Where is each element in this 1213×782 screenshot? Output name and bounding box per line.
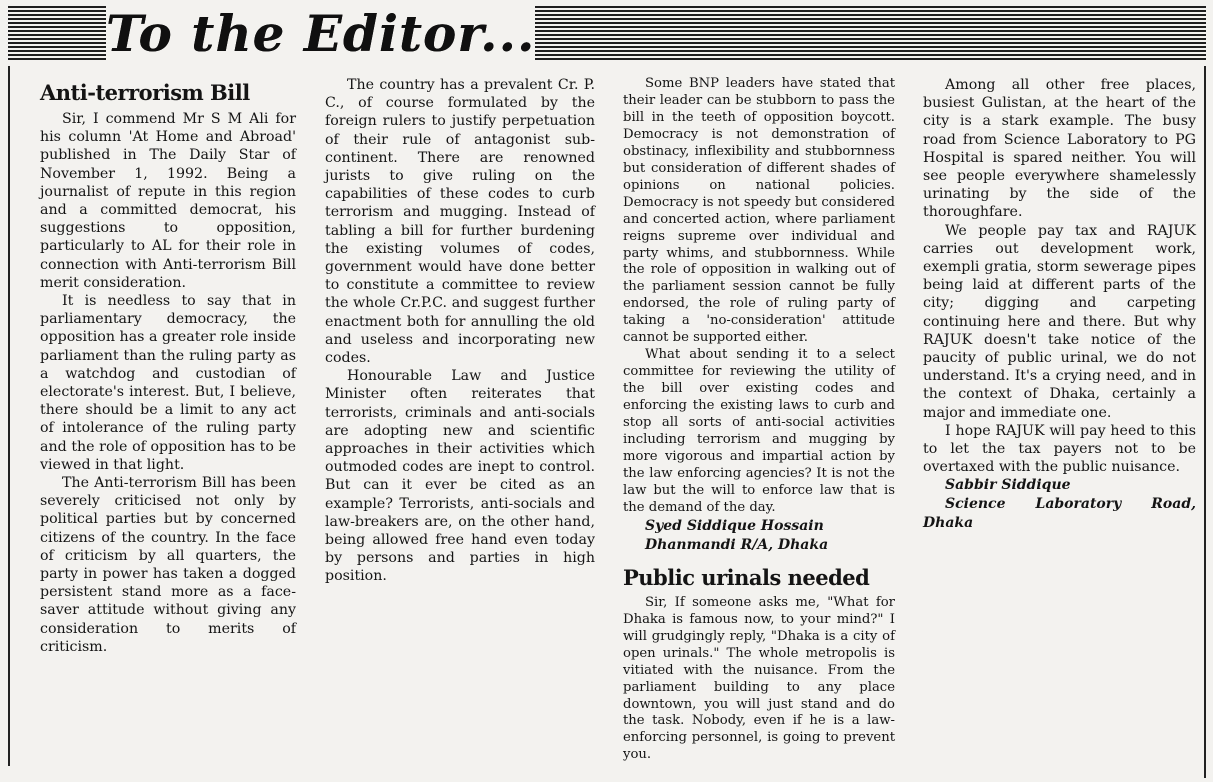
column-rule-left <box>8 66 10 766</box>
section-title: To the Editor... <box>106 4 536 63</box>
letter2-paragraph-3: We people pay tax and RAJUK carries out development work, exempli gratia, storm sewerage pipes being laid at different parts of the city; digging and carpeting continuing here and there. But why RAJUK doesn't take notice of the paucity of public urinal, we do not understand. It's a crying need, and in the context of Dhaka, certainly a major and immediate one. <box>923 222 1196 421</box>
letter1-paragraph-4: The country has a prevalent Cr. P. C., of course formulated by the foreign rulers to justify perpetuation of their rule of antagonist sub-continent. There are renowned jurists to give ruling on the capabilities of these codes to curb terrorism and mugging. Instead of tabling a bill for further burdening the existing volumes of codes, government would have done better to constitute a committee to review the whole Cr.P.C. and suggest further enactment both for annulling the old and useless and incorporating new codes. <box>325 77 595 367</box>
letter2-headline: Public urinals needed <box>623 564 870 590</box>
column-3 <box>623 76 895 764</box>
letter1-signature-place: Dhanmandi R/A, Dhaka <box>645 536 829 553</box>
letter1-paragraph-2: It is needless to say that in parliamentary democracy, the opposition has a greater role inside parliament than the ruling party as a watchdog and custodian of electorate's interest. But, I believe, there should be a limit to any act of intolerance of the ruling party and the role of opposition has to be viewed in that light. <box>40 293 296 473</box>
letter1-paragraph-1: Sir, I commend Mr S M Ali for his column 'At Home and Abroad' published in The Daily Star of November 1, 1992. Being a journalist of repute in this region and a committed democrat, his suggestions to opposition, particularly to AL for their role in connection with Anti-terrorism Bill merit consideration. <box>40 111 296 291</box>
letter1-paragraph-3: The Anti-terrorism Bill has been severely criticised not only by political parties but by concerned citizens of the country. In the face of criticism by all quarters, the party in power has taken a dogged persistent stand more as a face-saver attitude without giving any consideration to merits of criticism. <box>40 475 296 655</box>
column-4 <box>923 76 1196 533</box>
letter1-paragraph-7: What about sending it to a select committee for reviewing the utility of the bill over existing codes and enforcing the existing laws to curb and stop all sorts of anti-social activities including terrorism and mugging by more vigorous and impartial action by the law enforcing agencies? It is not the law but the will to enforce law that is the demand of the day. <box>623 347 895 515</box>
letter2-signature-place: Science Laboratory Road, Dhaka <box>923 496 1196 532</box>
letter1-signature-name: Syed Siddique Hossain <box>645 517 824 534</box>
letter2-signature-name: Sabbir Siddique <box>945 477 1071 494</box>
letter1-headline: Anti-terrorism Bill <box>40 80 250 105</box>
letter1-paragraph-6: Some BNP leaders have stated that their leader can be stubborn to pass the bill in the teeth of opposition boycott. Democracy is not demonstration of obstinacy, inflexibility and stubbornness but consideration of different shades of opinions on national policies. Democracy is not speedy but considered and concerted action, where parliament reigns supreme over individual and party whims, and stubbornness. While the role of opposition in walking out of the parliament session cannot be fully endorsed, the role of ruling party of taking a 'no-consideration' attitude cannot be supported either. <box>623 76 895 346</box>
column-rule-right <box>1204 66 1206 778</box>
letter2-paragraph-4: I hope RAJUK will pay heed to this to let the tax payers not to be overtaxed with the public nuisance. <box>923 422 1196 476</box>
letter1-paragraph-5: Honourable Law and Justice Minister often reiterates that terrorists, criminals and anti-socials are adopting new and scientific approaches in their activities which outmoded codes are inept to control. But can it ever be cited as an example? Terrorists, anti-socials and law-breakers are, on the other hand, being allowed free hand even today by persons and parties in high position. <box>325 368 595 585</box>
column-1 <box>40 80 296 656</box>
section-header-banner <box>8 6 1206 62</box>
letter2-paragraph-1: Sir, If someone asks me, "What for Dhaka is famous now, to your mind?" I will grudgingly reply, "Dhaka is a city of open urinals." The whole metropolis is vitiated with the nuisance. From the parliament building to any place downtown, you will just stand and do the task. Nobody, even if he is a law-enforcing personnel, is going to prevent you. <box>623 594 895 763</box>
letter2-paragraph-2: Among all other free places, busiest Gulistan, at the heart of the city is a stark example. The busy road from Science Laboratory to PG Hospital is spared neither. You will see people everywhere shamelessly urinating by the side of the thoroughfare. <box>923 77 1196 221</box>
column-2 <box>325 76 595 586</box>
